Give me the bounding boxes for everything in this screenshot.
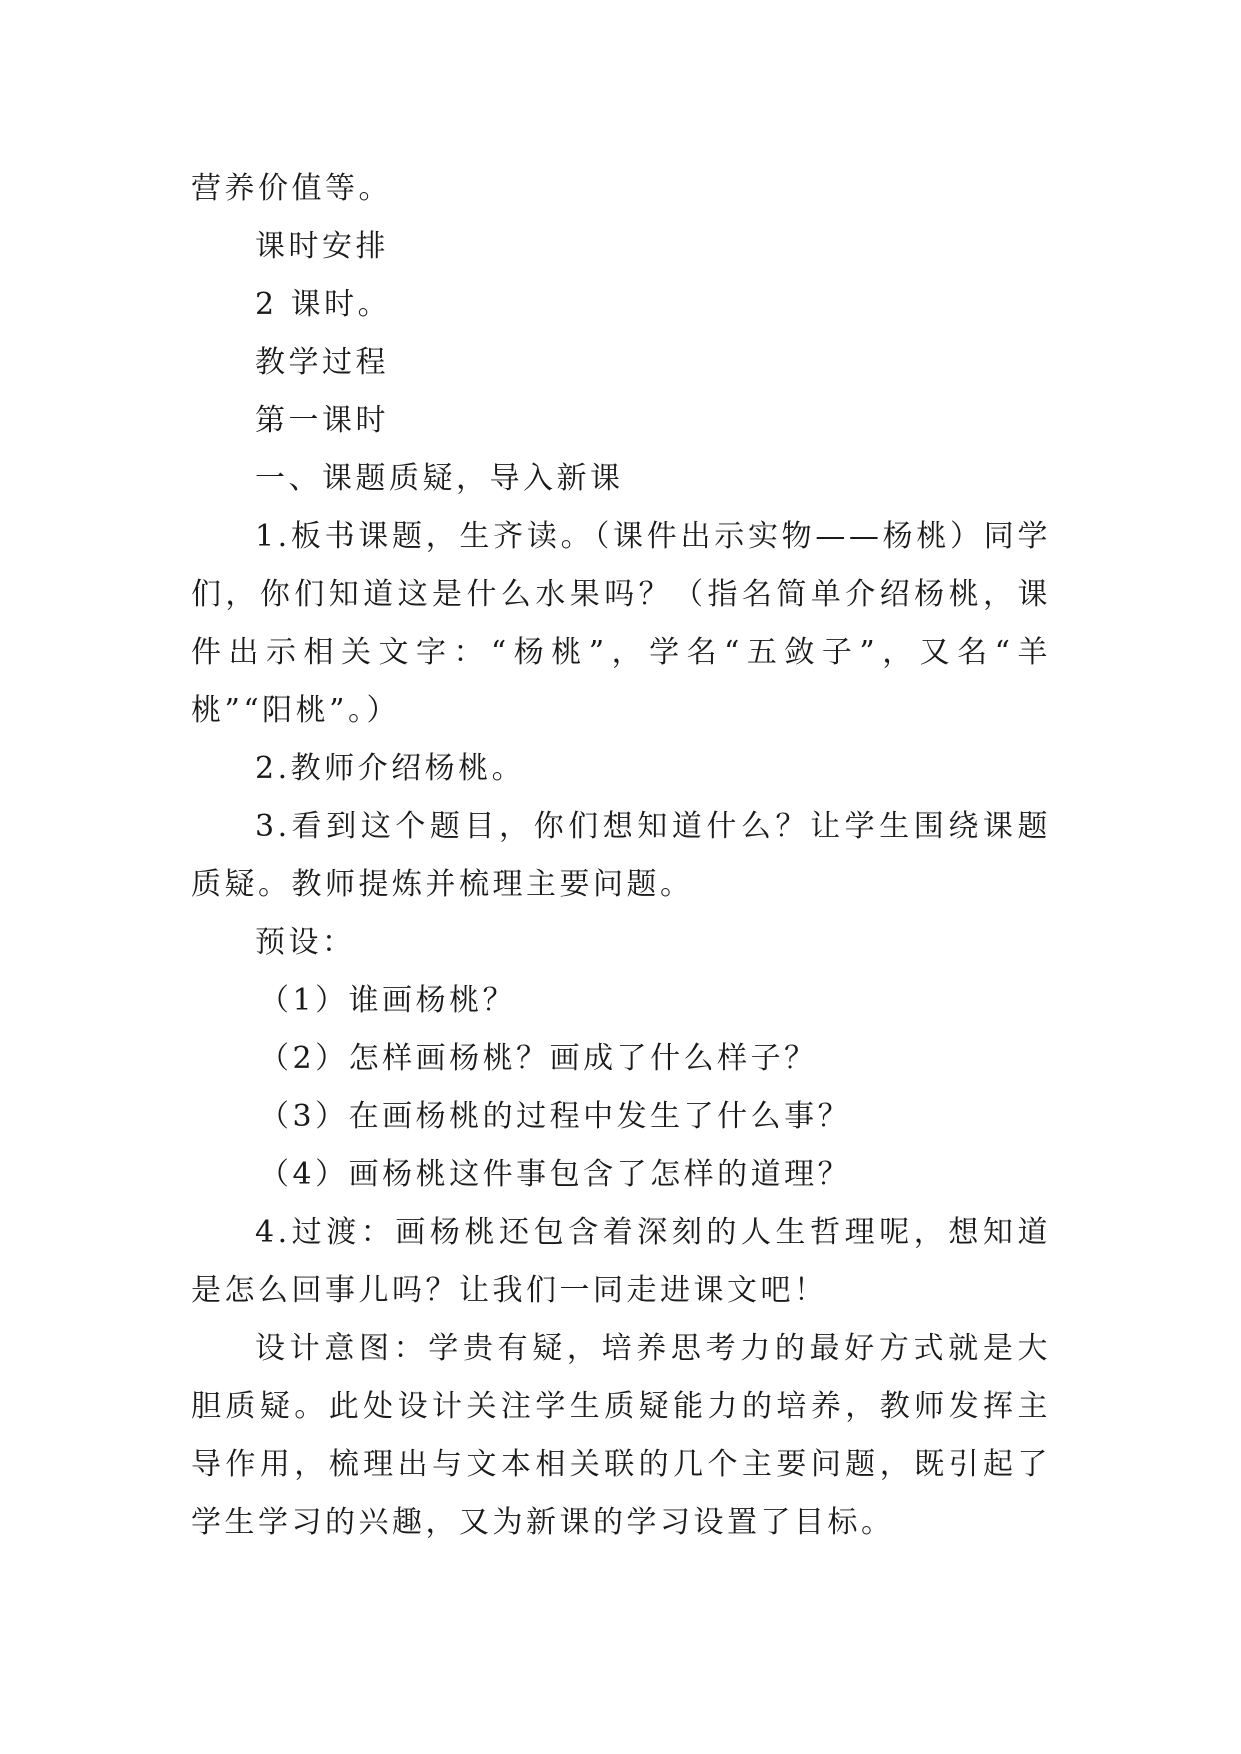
- paragraph-preset-label: 预设：: [255, 925, 356, 960]
- paragraph-continuation: 营养价值等。: [191, 171, 392, 206]
- list-item: （3）在画杨桃的过程中发生了什么事？: [259, 1099, 852, 1134]
- heading-first-lesson: 第一课时: [255, 403, 389, 438]
- heading-section-one: 一、课题质疑，导入新课: [255, 461, 624, 496]
- paragraph-step-2: 2.教师介绍杨桃。: [255, 751, 526, 786]
- list-item: （1）谁画杨桃？: [259, 983, 517, 1018]
- paragraph-step-3: 3.看到这个题目，你们想知道什么？让学生围绕课题质疑。教师提炼并梳理主要问题。: [191, 809, 1051, 902]
- list-item: （4）画杨桃这件事包含了怎样的道理？: [259, 1157, 852, 1192]
- heading-teaching-process: 教学过程: [255, 345, 389, 380]
- paragraph-step-1: 1.板书课题，生齐读。（课件出示实物——杨桃）同学们，你们知道这是什么水果吗？（指名简单介绍杨桃，课件出示相关文字：“杨桃”，学名“五敛子”，又名“羊桃”“阳桃”。）: [191, 519, 1051, 728]
- list-item: （2）怎样画杨桃？画成了什么样子？: [259, 1041, 818, 1076]
- paragraph-step-4: 4.过渡：画杨桃还包含着深刻的人生哲理呢，想知道是怎么回事儿吗？让我们一同走进课文吧！: [191, 1215, 1051, 1308]
- paragraph-lesson-count: 2 课时。: [255, 287, 392, 322]
- document-body: [191, 160, 1051, 1552]
- paragraph-design-intent: 设计意图：学贵有疑，培养思考力的最好方式就是大胆质疑。此处设计关注学生质疑能力的培养，教师发挥主导作用，梳理出与文本相关联的几个主要问题，既引起了学生学习的兴趣，又为新课的学习设置了目标。: [191, 1331, 1051, 1540]
- heading-lesson-schedule: 课时安排: [255, 229, 389, 264]
